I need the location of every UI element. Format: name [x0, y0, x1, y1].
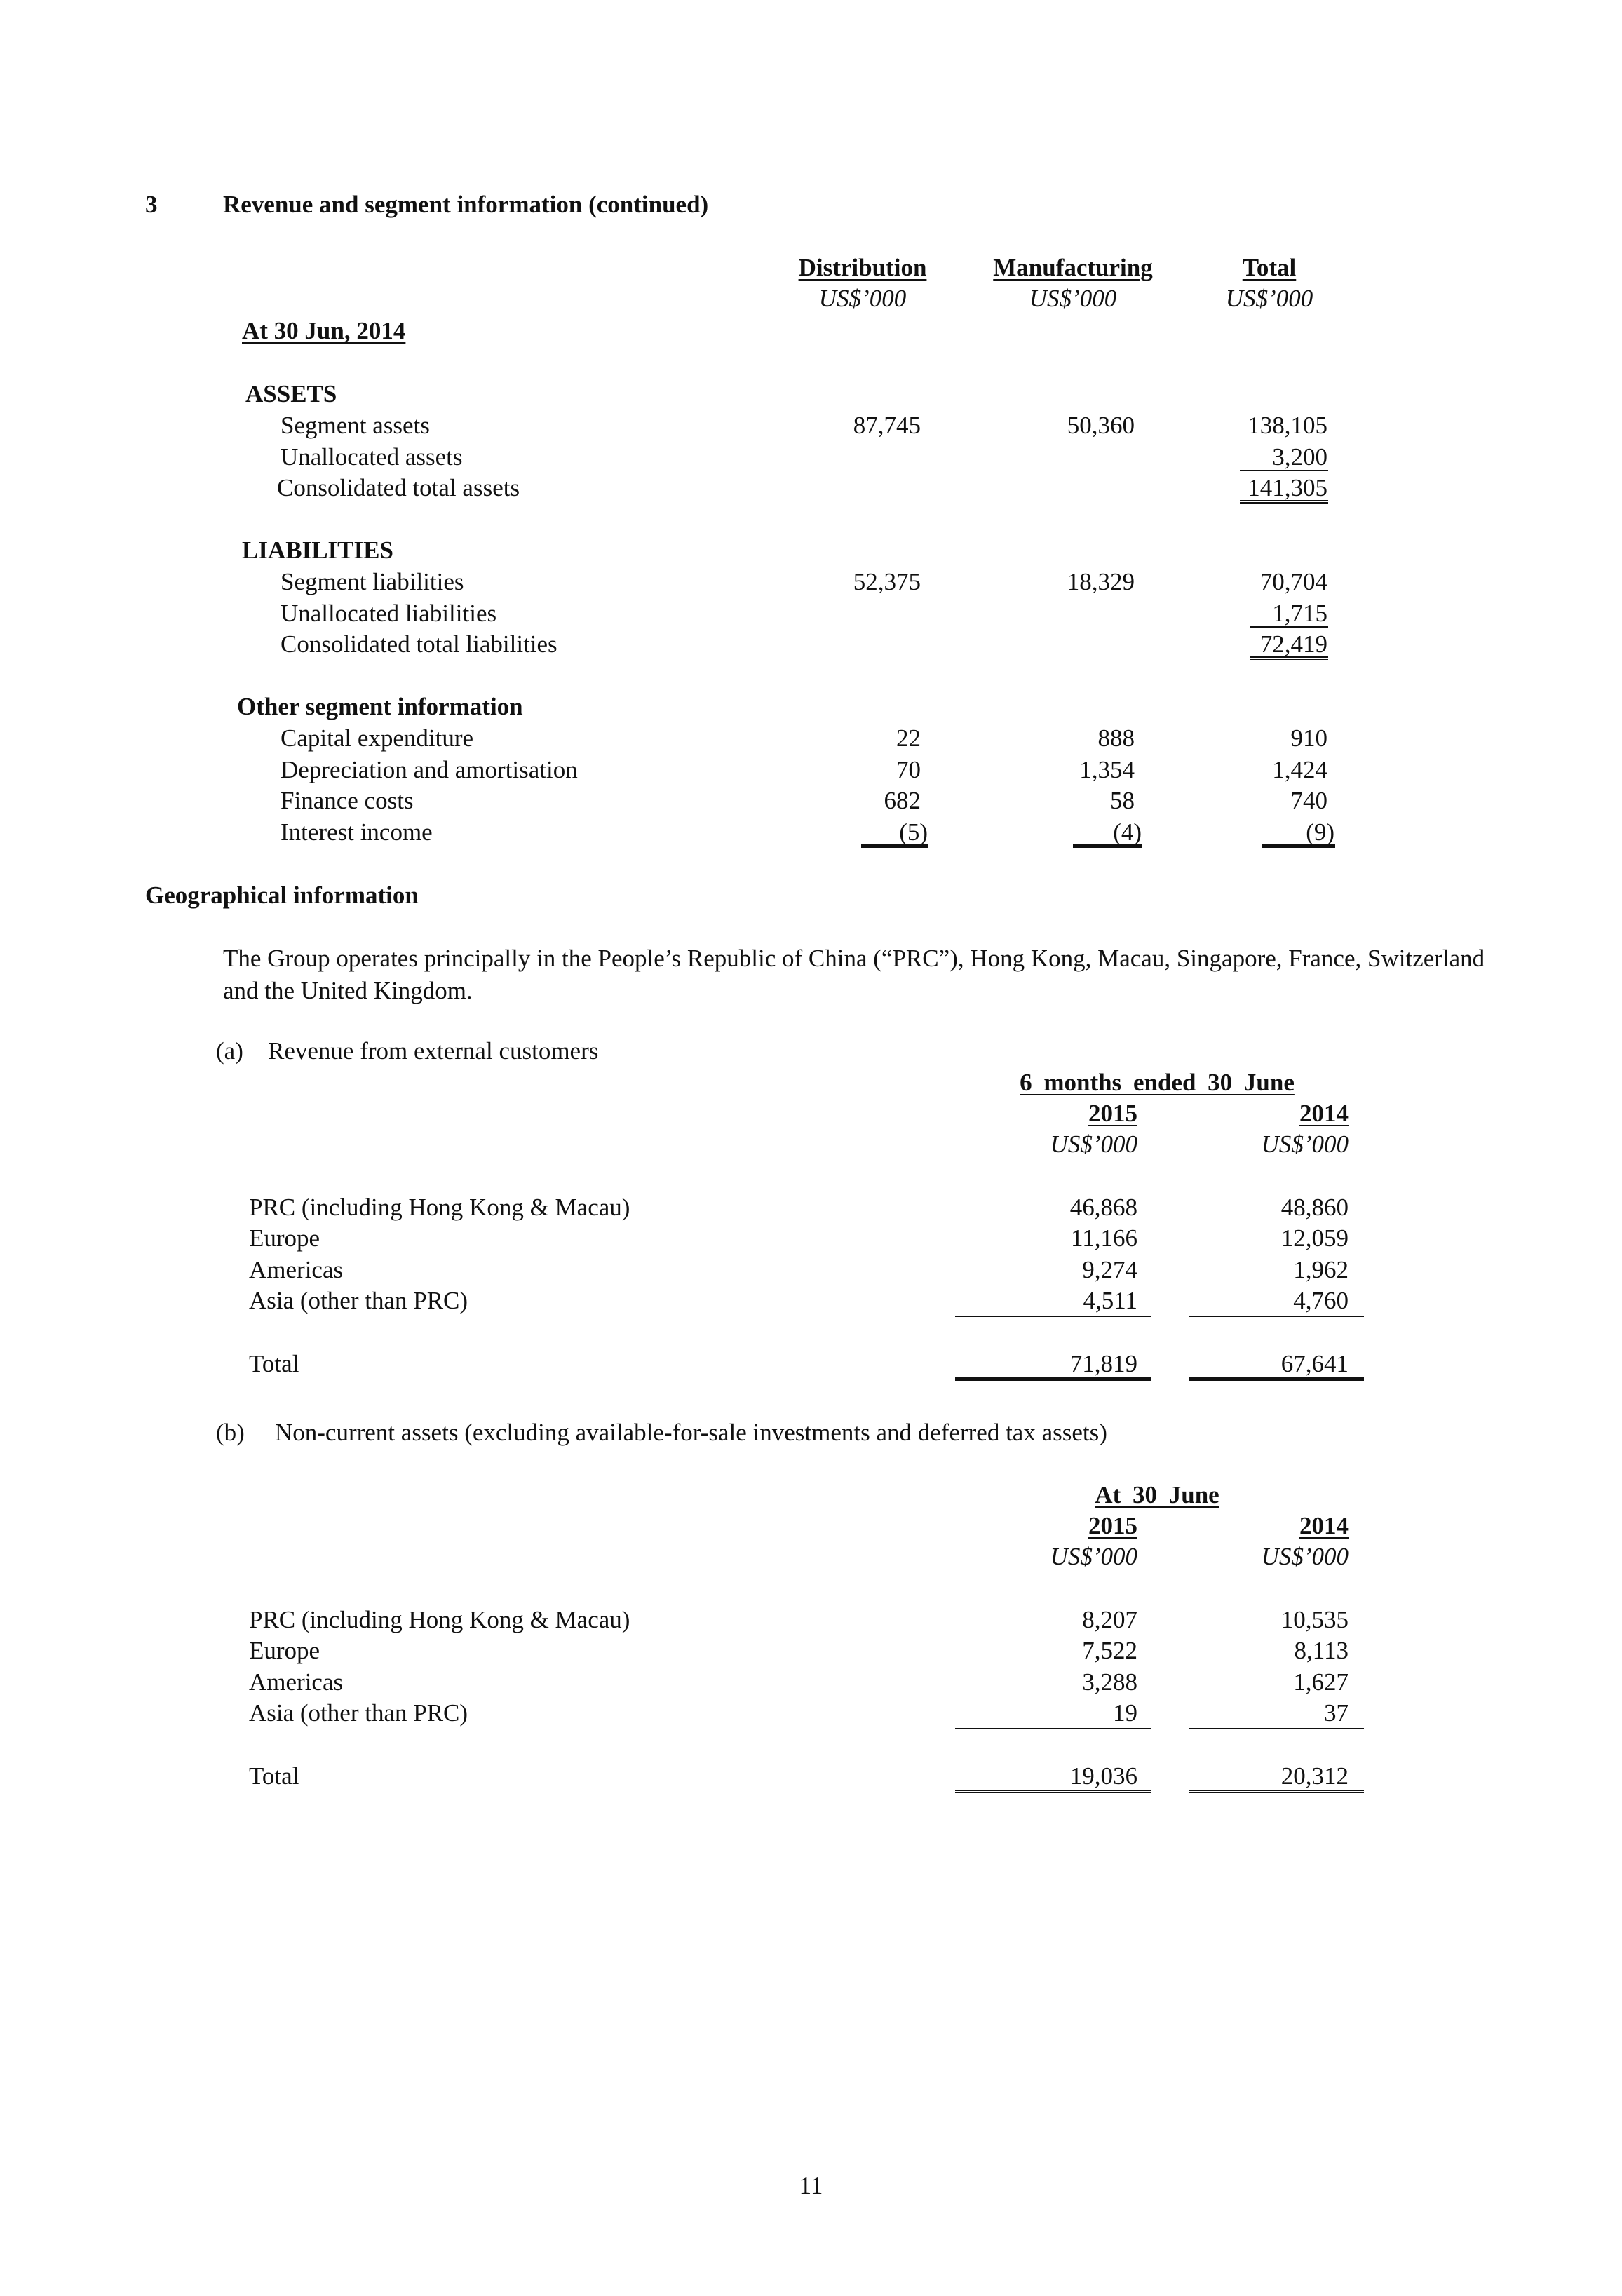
underline-single: [955, 1728, 1151, 1729]
value-2014: 10,535: [1280, 1606, 1349, 1633]
underline-double: [1189, 1790, 1364, 1793]
section-title: Revenue and segment information (continued): [223, 191, 709, 218]
value-2015: 19: [1113, 1699, 1137, 1727]
geo-heading: Geographical information: [145, 882, 419, 909]
total-2014: 67,641: [1280, 1350, 1349, 1377]
row-label: Consolidated total assets: [277, 474, 520, 501]
page-number: 11: [799, 2172, 823, 2199]
underline-double: [1189, 1377, 1364, 1381]
total-label: Total: [249, 1350, 299, 1377]
total-value: (9): [1306, 818, 1334, 846]
region-label: Americas: [249, 1256, 344, 1283]
total-2015: 19,036: [1069, 1762, 1137, 1790]
underline-single: [1189, 1728, 1364, 1729]
row-label: Segment assets: [281, 412, 430, 439]
manufacturing-value: 50,360: [1067, 412, 1135, 439]
total-value: 138,105: [1248, 412, 1327, 439]
distribution-value: 70: [896, 756, 921, 783]
manufacturing-value: 18,329: [1067, 568, 1135, 595]
value-2014: 12,059: [1280, 1224, 1349, 1252]
value-2014: 1,627: [1293, 1668, 1349, 1696]
value-2015: 7,522: [1082, 1637, 1137, 1664]
noncurrent-marker: (b): [216, 1419, 245, 1446]
year-2015: 2015: [1088, 1100, 1137, 1127]
value-2014: 8,113: [1294, 1637, 1349, 1664]
total-2015: 71,819: [1069, 1350, 1137, 1377]
noncurrent-title: Non-current assets (excluding available-for-sale investments and deferred tax assets): [275, 1419, 1107, 1446]
region-label: Asia (other than PRC): [249, 1287, 468, 1314]
value-2014: 48,860: [1280, 1194, 1349, 1221]
liabilities-heading: LIABILITIES: [242, 536, 393, 564]
underline-double: [1262, 844, 1335, 848]
row-label: Unallocated assets: [281, 443, 463, 471]
unit-2015: US$’000: [1050, 1543, 1137, 1570]
other-segment-heading: Other segment information: [237, 693, 523, 720]
underline-double: [861, 844, 928, 848]
region-label: PRC (including Hong Kong & Macau): [249, 1606, 630, 1633]
value-2014: 37: [1324, 1699, 1349, 1727]
column-unit-total: US$’000: [1225, 285, 1313, 312]
year-2014: 2014: [1299, 1512, 1349, 1539]
row-label: Capital expenditure: [281, 724, 474, 752]
value-2014: 4,760: [1293, 1287, 1349, 1314]
total-value: 910: [1290, 724, 1327, 752]
underline-double: [1240, 500, 1328, 504]
unit-2014: US$’000: [1261, 1130, 1349, 1158]
value-2015: 46,868: [1069, 1194, 1137, 1221]
region-label: Europe: [249, 1637, 320, 1664]
total-label: Total: [249, 1762, 299, 1790]
value-2015: 11,166: [1071, 1224, 1137, 1252]
row-label: Consolidated total liabilities: [281, 630, 557, 658]
year-2014: 2014: [1299, 1100, 1349, 1127]
manufacturing-value: (4): [1113, 818, 1142, 846]
region-label: Europe: [249, 1224, 320, 1252]
underline-double: [955, 1790, 1151, 1793]
underline-double: [955, 1377, 1151, 1381]
value-2014: 1,962: [1293, 1256, 1349, 1283]
total-value: 1,424: [1272, 756, 1327, 783]
total-value: 141,305: [1248, 474, 1327, 501]
distribution-value: 22: [896, 724, 921, 752]
row-label: Interest income: [281, 818, 433, 846]
total-value: 72,419: [1259, 630, 1327, 658]
region-label: Americas: [249, 1668, 344, 1696]
manufacturing-value: 58: [1110, 787, 1135, 814]
total-value: 1,715: [1272, 600, 1327, 627]
row-label: Depreciation and amortisation: [281, 756, 578, 783]
underline-double: [1250, 656, 1328, 660]
revenue-marker: (a): [216, 1037, 243, 1065]
assets-heading: ASSETS: [245, 380, 337, 407]
column-header-total: Total: [1242, 254, 1297, 281]
geo-intro: The Group operates principally in the People’s Republic of China (“PRC”), Hong Kong, Macau, Singapore, France, Switzerland and the United Kingdom.: [223, 945, 1485, 1004]
distribution-value: (5): [899, 818, 928, 846]
underline-single: [1240, 470, 1328, 471]
revenue-period-header: 6 months ended 30 June: [1020, 1069, 1295, 1096]
section-number: 3: [145, 191, 158, 218]
column-unit-manufacturing: US$’000: [1029, 285, 1117, 312]
distribution-value: 52,375: [853, 568, 921, 595]
value-2015: 3,288: [1082, 1668, 1137, 1696]
region-label: PRC (including Hong Kong & Macau): [249, 1194, 630, 1221]
underline-double: [1073, 844, 1142, 848]
underline-single: [1189, 1316, 1364, 1317]
value-2015: 9,274: [1082, 1256, 1137, 1283]
region-label: Asia (other than PRC): [249, 1699, 468, 1727]
row-label: Segment liabilities: [281, 568, 464, 595]
value-2015: 4,511: [1083, 1287, 1137, 1314]
unit-2014: US$’000: [1261, 1543, 1349, 1570]
column-header-manufacturing: Manufacturing: [993, 254, 1153, 281]
noncurrent-period-header: At 30 June: [1095, 1481, 1219, 1508]
distribution-value: 87,745: [853, 412, 921, 439]
column-header-distribution: Distribution: [798, 254, 927, 281]
underline-single: [955, 1316, 1151, 1317]
total-value: 70,704: [1259, 568, 1327, 595]
total-value: 740: [1290, 787, 1327, 814]
distribution-value: 682: [884, 787, 921, 814]
row-label: Unallocated liabilities: [281, 600, 497, 627]
manufacturing-value: 888: [1097, 724, 1135, 752]
value-2015: 8,207: [1082, 1606, 1137, 1633]
segment-period: At 30 Jun, 2014: [242, 317, 406, 344]
unit-2015: US$’000: [1050, 1130, 1137, 1158]
manufacturing-value: 1,354: [1079, 756, 1135, 783]
column-unit-distribution: US$’000: [818, 285, 907, 312]
row-label: Finance costs: [281, 787, 414, 814]
underline-single: [1250, 626, 1328, 628]
total-2014: 20,312: [1280, 1762, 1349, 1790]
year-2015: 2015: [1088, 1512, 1137, 1539]
total-value: 3,200: [1272, 443, 1327, 471]
revenue-title: Revenue from external customers: [268, 1037, 599, 1065]
